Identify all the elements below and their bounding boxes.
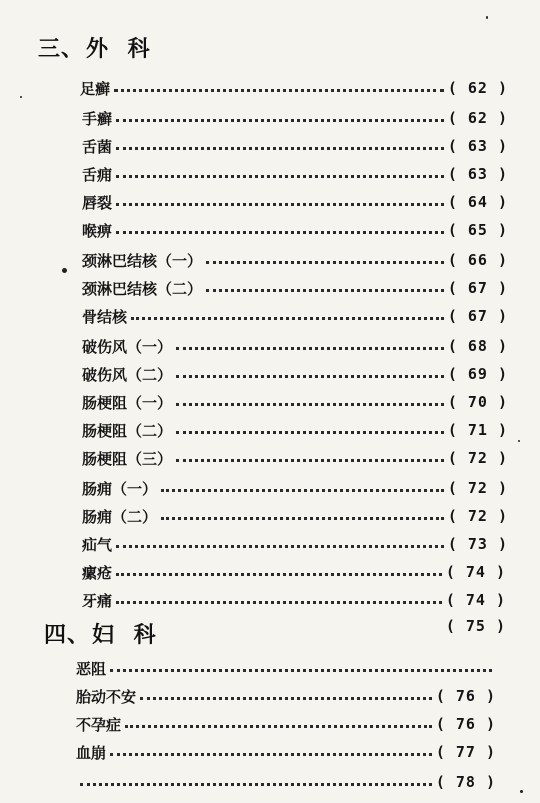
entry-page: ( 72 ): [447, 507, 508, 525]
toc-entry[interactable]: [82, 560, 506, 584]
toc-entry[interactable]: [82, 504, 508, 528]
scan-speck: [520, 790, 523, 793]
dot-leader: [206, 289, 444, 292]
entry-label: 不孕症: [76, 715, 122, 734]
toc-entry[interactable]: [82, 190, 508, 214]
entry-page: ( 71 ): [447, 421, 508, 439]
entry-label: 肠梗阻（二）: [82, 421, 173, 440]
entry-label: 破伤风（一）: [82, 337, 173, 356]
dot-leader: [80, 783, 432, 786]
entry-page: ( 77 ): [435, 743, 496, 761]
toc-entry[interactable]: [80, 76, 508, 100]
section-number: 三、: [38, 36, 85, 62]
entry-page: ( 75 ): [445, 617, 506, 635]
entry-label: 足癣: [80, 79, 111, 98]
entry-page: ( 74 ): [445, 591, 506, 609]
entry-label: 颈淋巴结核（一）: [82, 251, 203, 270]
dot-leader: [116, 203, 444, 206]
toc-entry[interactable]: [76, 684, 496, 708]
entry-label: 瘰疮: [82, 563, 113, 582]
entry-label: 破伤风（二）: [82, 365, 173, 384]
toc-entry[interactable]: [82, 588, 506, 612]
toc-entry[interactable]: [76, 740, 496, 764]
section-name: 妇 科: [92, 622, 162, 648]
toc-entry[interactable]: [82, 446, 508, 470]
dot-leader: [110, 753, 432, 756]
entry-label: 胎动不安: [76, 687, 137, 706]
dot-leader: [114, 89, 444, 92]
dot-leader: [206, 261, 444, 264]
entry-page: ( 62 ): [447, 109, 508, 127]
entry-page: ( 74 ): [445, 563, 506, 581]
section-name: 外 科: [86, 36, 156, 62]
toc-entry-continued[interactable]: [76, 770, 496, 794]
scan-speck: [518, 440, 520, 442]
entry-page: ( 66 ): [447, 251, 508, 269]
toc-entry[interactable]: [82, 334, 508, 358]
entry-label: 肠梗阻（一）: [82, 393, 173, 412]
toc-entry[interactable]: [82, 162, 508, 186]
scan-speck: [486, 16, 488, 19]
entry-page: ( 76 ): [435, 687, 496, 705]
dot-leader: [176, 459, 444, 462]
dot-leader: [176, 375, 444, 378]
dot-leader: [161, 489, 444, 492]
entry-label: 舌痈: [82, 165, 113, 184]
entry-page: ( 69 ): [447, 365, 508, 383]
toc-entry[interactable]: [82, 476, 508, 500]
entry-page: ( 68 ): [447, 337, 508, 355]
toc-entry[interactable]: [82, 248, 508, 272]
toc-entry[interactable]: [76, 712, 496, 736]
entry-page: ( 67 ): [447, 307, 508, 325]
dot-leader: [116, 119, 444, 122]
toc-entry[interactable]: [82, 362, 508, 386]
dot-leader: [125, 725, 432, 728]
entry-page: ( 67 ): [447, 279, 508, 297]
entry-label: 肠痈（二）: [82, 507, 158, 526]
entry-label: 舌菌: [82, 137, 113, 156]
entry-label: 颈淋巴结核（二）: [82, 279, 203, 298]
entry-label: 恶阻: [76, 659, 107, 678]
entry-label: 手癣: [82, 109, 113, 128]
toc-entry[interactable]: [82, 218, 508, 242]
dot-leader: [116, 573, 442, 576]
entry-page: ( 73 ): [447, 535, 508, 553]
entry-page: ( 64 ): [447, 193, 508, 211]
dot-leader: [140, 697, 432, 700]
toc-entry[interactable]: [82, 134, 508, 158]
entry-label: 喉痹: [82, 221, 113, 240]
entry-label: 牙痛: [82, 591, 113, 610]
toc-entry[interactable]: [82, 276, 508, 300]
dot-leader: [176, 403, 444, 406]
entry-page: ( 65 ): [447, 221, 508, 239]
section-title-gynecology: [44, 618, 162, 649]
toc-entry[interactable]: [82, 390, 508, 414]
toc-entry[interactable]: [82, 532, 508, 556]
entry-page: ( 63 ): [447, 165, 508, 183]
entry-label: 疝气: [82, 535, 113, 554]
dot-leader: [110, 669, 492, 672]
entry-label: 肠梗阻（三）: [82, 449, 173, 468]
dot-leader: [116, 175, 444, 178]
entry-page: ( 70 ): [447, 393, 508, 411]
toc-entry[interactable]: [76, 656, 496, 680]
toc-entry[interactable]: [82, 418, 508, 442]
entry-page: ( 72 ): [447, 449, 508, 467]
entry-page: ( 76 ): [435, 715, 496, 733]
dot-leader: [176, 347, 444, 350]
toc-entry[interactable]: [82, 106, 508, 130]
section-number: 四、: [44, 622, 91, 648]
toc-entry[interactable]: [82, 304, 508, 328]
dot-leader: [116, 545, 444, 548]
dot-leader: [116, 601, 442, 604]
entry-page: ( 78 ): [435, 773, 496, 791]
dot-leader: [176, 431, 444, 434]
dot-leader: [161, 517, 444, 520]
entry-label: 血崩: [76, 743, 107, 762]
dot-leader: [116, 231, 444, 234]
entry-page: ( 72 ): [447, 479, 508, 497]
scan-speck: [20, 96, 22, 98]
entry-page: ( 63 ): [447, 137, 508, 155]
section-title-surgery: [38, 32, 156, 63]
dot-leader: [131, 317, 444, 320]
entry-label: 肠痈（一）: [82, 479, 158, 498]
entry-label: 唇裂: [82, 193, 113, 212]
entry-page: ( 62 ): [447, 79, 508, 97]
scan-speck: [62, 268, 67, 273]
dot-leader: [116, 147, 444, 150]
entry-label: 骨结核: [82, 307, 128, 326]
